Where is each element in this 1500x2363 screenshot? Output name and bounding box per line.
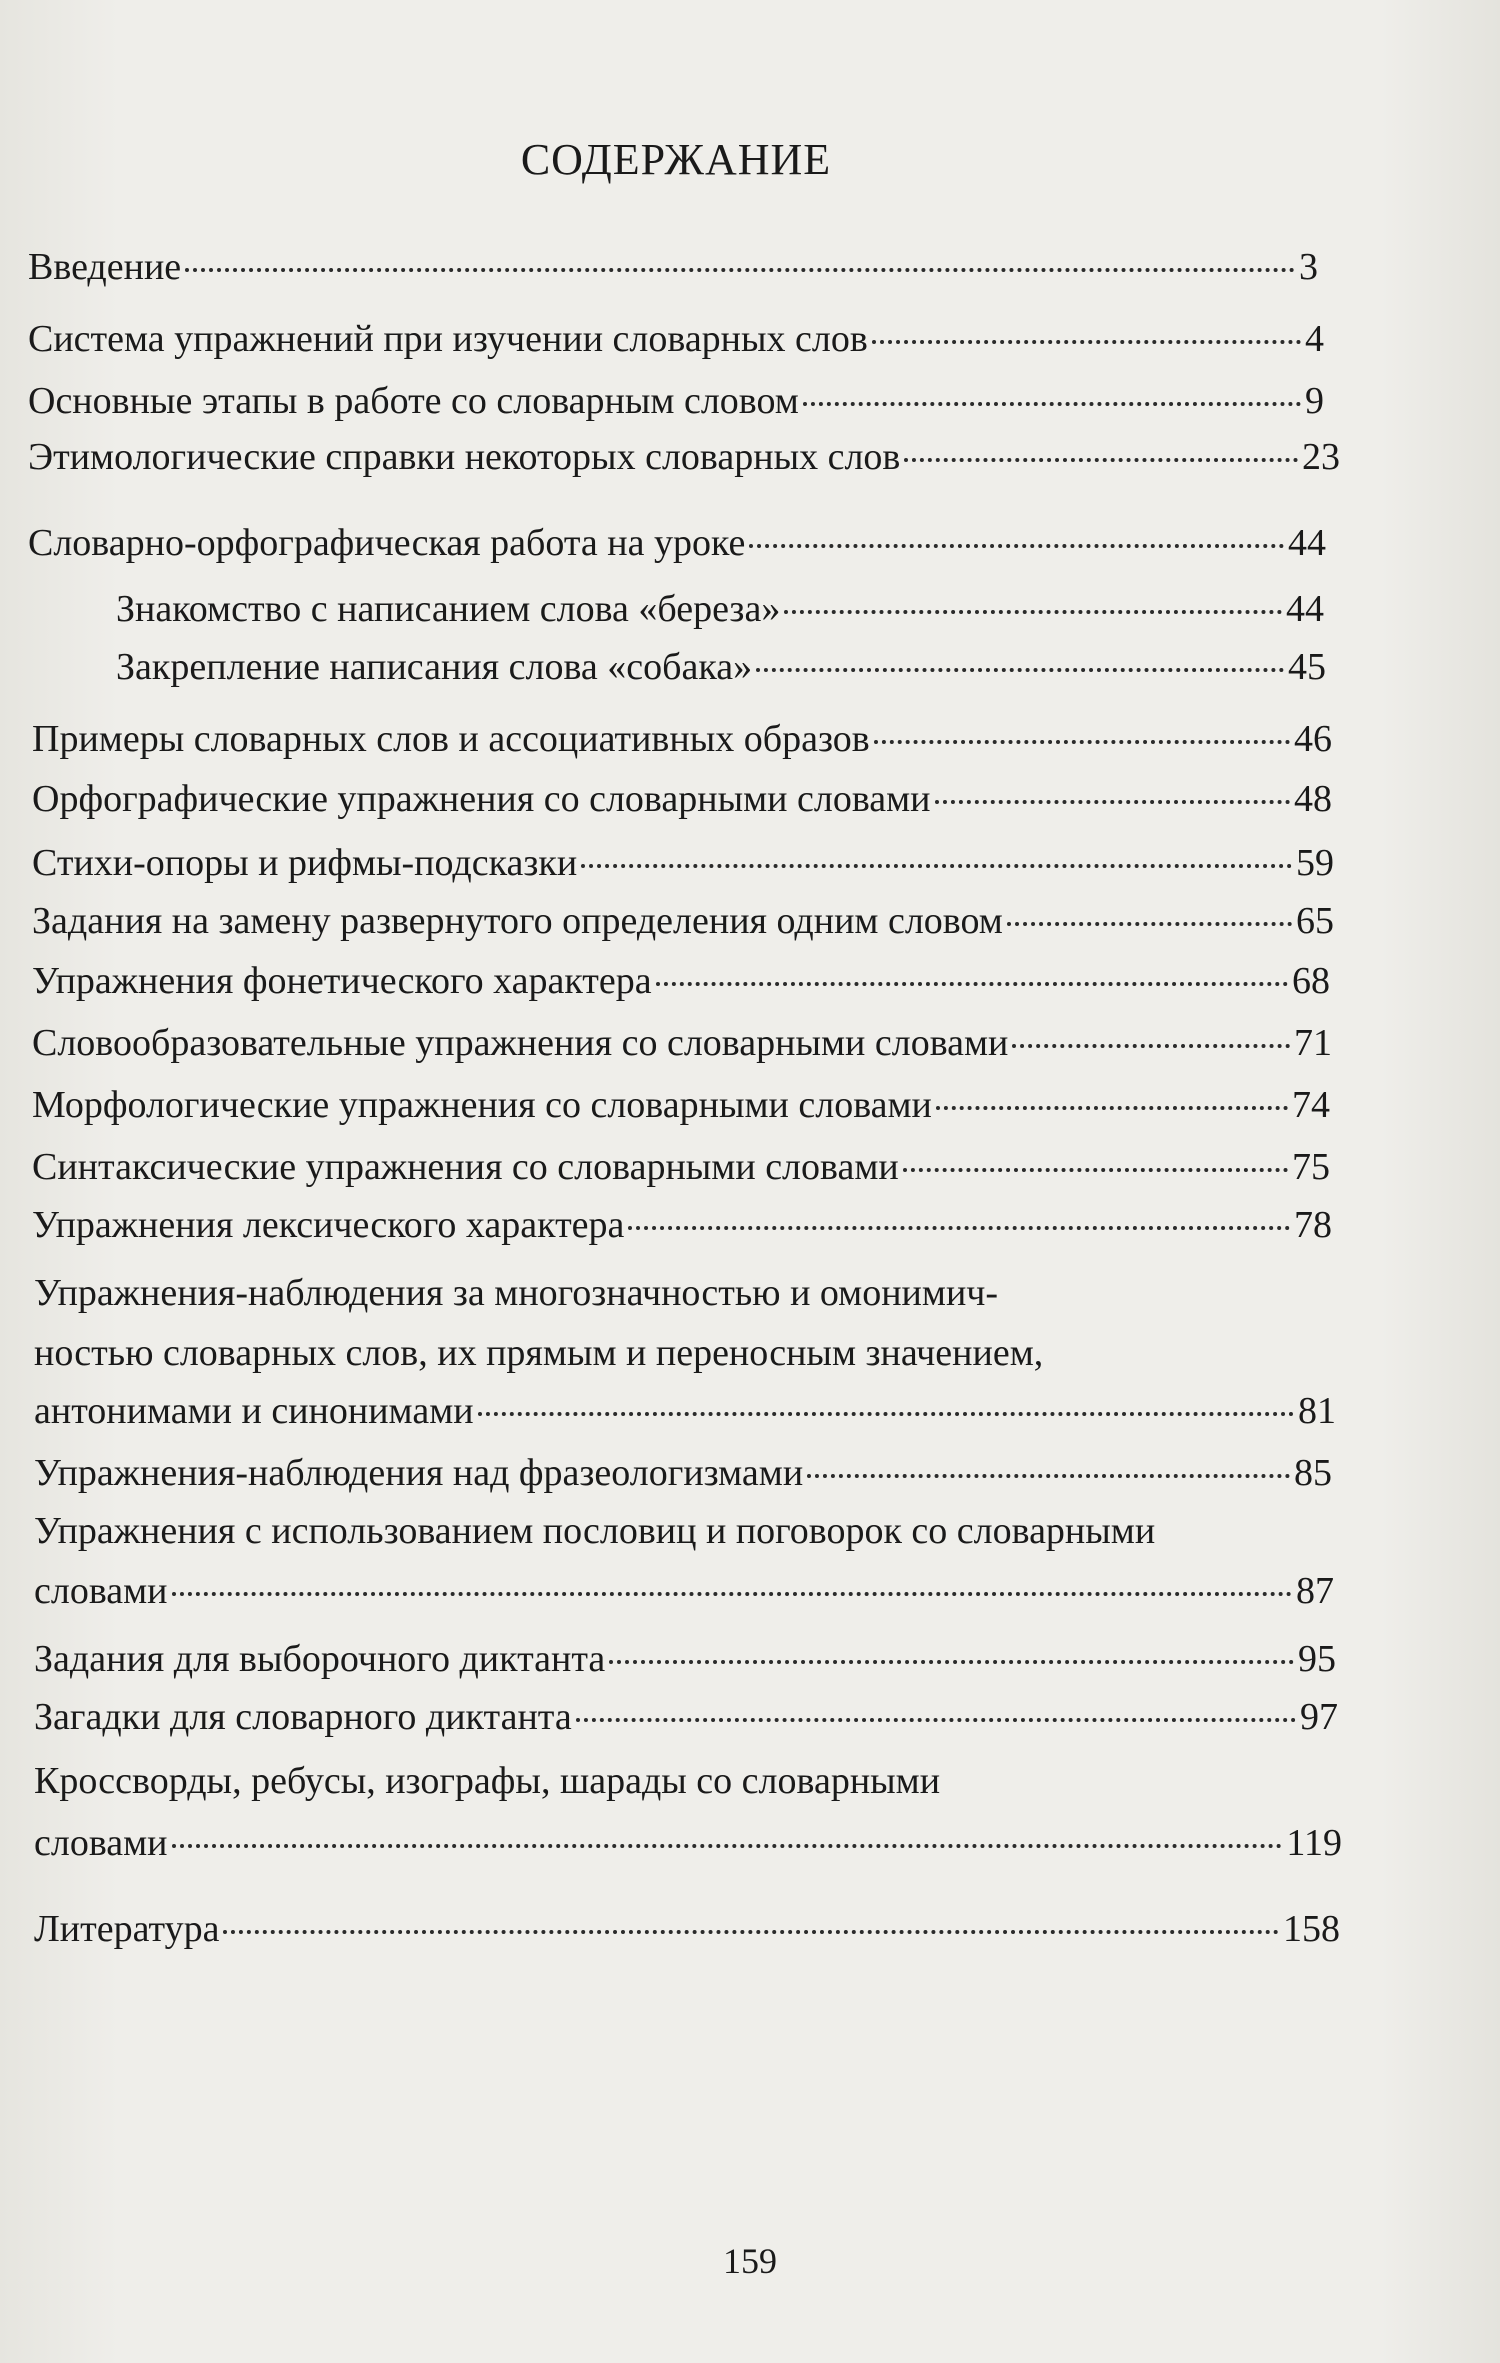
dot-leader bbox=[872, 340, 1301, 344]
dot-leader bbox=[807, 1474, 1290, 1478]
toc-entry-page: 68 bbox=[1292, 960, 1330, 1002]
toc-entry-page: 45 bbox=[1288, 646, 1326, 688]
toc-entry bbox=[32, 1020, 1332, 1066]
dot-leader bbox=[803, 402, 1301, 406]
toc-entry-page: 65 bbox=[1296, 900, 1334, 942]
toc-entry-page: 3 bbox=[1299, 246, 1318, 288]
toc-entry-title: Литература bbox=[34, 1908, 220, 1950]
toc-entry-page: 119 bbox=[1286, 1822, 1342, 1864]
dot-leader bbox=[784, 610, 1282, 614]
toc-entry-page: 81 bbox=[1298, 1390, 1336, 1432]
dot-leader bbox=[1012, 1044, 1290, 1048]
toc-entry bbox=[32, 1082, 1330, 1128]
dot-leader bbox=[756, 668, 1284, 672]
dot-leader bbox=[478, 1412, 1294, 1416]
toc-entry-title: Задания для выборочного диктанта bbox=[34, 1638, 606, 1680]
toc-entry bbox=[28, 378, 1324, 424]
dot-leader bbox=[656, 982, 1288, 986]
dot-leader bbox=[628, 1226, 1290, 1230]
toc-entry-title: Словообразовательные упражнения со словарными словами bbox=[32, 1022, 1009, 1064]
toc-entry-title: Загадки для словарного диктанта bbox=[34, 1696, 572, 1738]
toc-entry-page: 4 bbox=[1305, 318, 1324, 360]
dot-leader bbox=[172, 1844, 1283, 1848]
toc-entry-title: Стихи-опоры и рифмы-подсказки bbox=[32, 842, 578, 884]
toc-entry bbox=[32, 776, 1332, 822]
toc-entry bbox=[34, 1636, 1336, 1682]
toc-entry bbox=[32, 898, 1334, 944]
toc-entry bbox=[28, 316, 1324, 362]
dot-leader bbox=[185, 268, 1295, 272]
toc-entry bbox=[34, 1906, 1340, 1952]
toc-entry-title: словами bbox=[34, 1822, 168, 1864]
toc-entry-title: Закрепление написания слова «собака» bbox=[116, 646, 753, 688]
dot-leader bbox=[223, 1930, 1279, 1934]
toc-entry bbox=[32, 1202, 1332, 1248]
toc-entry bbox=[34, 1694, 1338, 1740]
toc-entry-page: 74 bbox=[1292, 1084, 1330, 1126]
toc-entry-page: 71 bbox=[1294, 1022, 1332, 1064]
dot-leader bbox=[581, 864, 1292, 868]
dot-leader bbox=[904, 458, 1298, 462]
page-title: СОДЕРЖАНИЕ bbox=[520, 135, 832, 184]
toc-entry-page: 9 bbox=[1305, 380, 1324, 422]
toc-entry-page: 75 bbox=[1292, 1146, 1330, 1188]
toc-entry-page: 48 bbox=[1294, 778, 1332, 820]
dot-leader bbox=[935, 800, 1290, 804]
toc-entry-line: ностью словарных слов, их прямым и переносным значением, bbox=[34, 1332, 1044, 1374]
toc-entry-title: Синтаксические упражнения со словарными словами bbox=[32, 1146, 899, 1188]
toc-subentry bbox=[116, 586, 1324, 632]
toc-entry-page: 158 bbox=[1283, 1908, 1340, 1950]
toc-entry-page: 23 bbox=[1302, 436, 1340, 478]
page-number: 159 bbox=[723, 2241, 777, 2281]
toc-entry-title: Знакомство с написанием слова «береза» bbox=[116, 588, 781, 630]
toc-entry bbox=[34, 1450, 1332, 1496]
toc-entry-page: 95 bbox=[1298, 1638, 1336, 1680]
toc-entry-line: Кроссворды, ребусы, изографы, шарады со словарными bbox=[34, 1760, 941, 1802]
toc-entry-title: Упражнения фонетического характера bbox=[32, 960, 652, 1002]
toc-entry bbox=[32, 716, 1332, 762]
toc-entry-title: антонимами и синонимами bbox=[34, 1390, 474, 1432]
toc-entry-title: Введение bbox=[28, 246, 182, 288]
toc-entry bbox=[34, 1820, 1342, 1866]
toc-entry bbox=[28, 434, 1340, 480]
toc-entry bbox=[28, 244, 1318, 290]
dot-leader bbox=[936, 1106, 1288, 1110]
toc-entry bbox=[34, 1388, 1336, 1434]
toc-entry-title: Основные этапы в работе со словарным словом bbox=[28, 380, 799, 422]
toc-entry-title: Упражнения лексического характера bbox=[32, 1204, 625, 1246]
toc-entry-title: Морфологические упражнения со словарными словами bbox=[32, 1084, 932, 1126]
toc-entry bbox=[34, 1568, 1334, 1614]
toc-entry bbox=[28, 520, 1326, 566]
dot-leader bbox=[749, 544, 1284, 548]
toc-entry-title: Примеры словарных слов и ассоциативных образов bbox=[32, 718, 870, 760]
toc-subentry bbox=[116, 644, 1326, 690]
toc-entry-page: 85 bbox=[1294, 1452, 1332, 1494]
toc-entry-line: Упражнения с использованием пословиц и поговорок со словарными bbox=[34, 1510, 1156, 1552]
toc-entry-title: Орфографические упражнения со словарными словами bbox=[32, 778, 931, 820]
toc-entry-title: словами bbox=[34, 1570, 168, 1612]
toc-entry-line: Упражнения-наблюдения за многозначностью и омонимич- bbox=[34, 1272, 999, 1314]
dot-leader bbox=[609, 1660, 1294, 1664]
toc-entry-title: Этимологические справки некоторых словарных слов bbox=[28, 436, 901, 478]
toc-entry-title: Словарно-орфографическая работа на уроке bbox=[28, 522, 746, 564]
toc-entry-page: 44 bbox=[1288, 522, 1326, 564]
dot-leader bbox=[903, 1168, 1288, 1172]
dot-leader bbox=[172, 1592, 1292, 1596]
toc-entry-page: 44 bbox=[1286, 588, 1324, 630]
toc-entry bbox=[32, 1144, 1330, 1190]
toc-entry-page: 87 bbox=[1296, 1570, 1334, 1612]
toc-entry-page: 46 bbox=[1294, 718, 1332, 760]
toc-entry-title: Упражнения-наблюдения над фразеологизмами bbox=[34, 1452, 804, 1494]
dot-leader bbox=[874, 740, 1290, 744]
toc-entry bbox=[32, 840, 1334, 886]
toc-entry-page: 78 bbox=[1294, 1204, 1332, 1246]
dot-leader bbox=[576, 1718, 1296, 1722]
dot-leader bbox=[1007, 922, 1292, 926]
toc-entry-page: 97 bbox=[1300, 1696, 1338, 1738]
toc-entry bbox=[32, 958, 1330, 1004]
toc-entry-page: 59 bbox=[1296, 842, 1334, 884]
toc-entry-title: Задания на замену развернутого определения одним словом bbox=[32, 900, 1003, 942]
toc-entry-title: Система упражнений при изучении словарных слов bbox=[28, 318, 868, 360]
